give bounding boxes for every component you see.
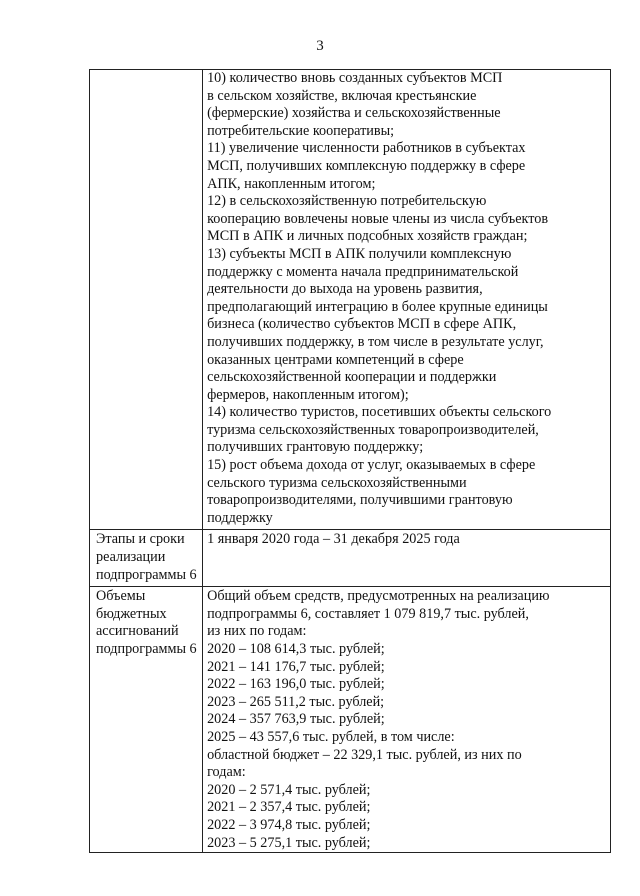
subprogram-passport-table (89, 69, 611, 853)
text-line: 2024 – 357 763,9 тыс. рублей; (207, 711, 385, 728)
text-line: подпрограммы 6 (96, 641, 197, 657)
text-line: предполагающий интеграцию в более крупные единицы (207, 298, 548, 315)
text-line: 14) количество туристов, посетивших объекты сельского (207, 404, 552, 421)
funding-content-cell (203, 587, 611, 853)
funding-label-cell (90, 587, 203, 853)
period-label-cell (90, 530, 203, 587)
text-line: 15) рост объема дохода от услуг, оказываемых в сфере (207, 457, 536, 474)
text-line: 2022 – 163 196,0 тыс. рублей; (207, 676, 385, 693)
period-content-cell (203, 530, 611, 587)
text-line: деятельности до выхода на уровень развития, (207, 281, 483, 298)
text-line: 2022 – 3 974,8 тыс. рублей; (207, 816, 371, 833)
text-line: Общий объем средств, предусмотренных на реализацию (207, 588, 550, 605)
text-line: МСП в АПК и личных подсобных хозяйств граждан; (207, 228, 528, 245)
text-line: товаропроизводителями, получившими грантовую (207, 492, 513, 509)
text-line: областной бюджет – 22 329,1 тыс. рублей, из них по (207, 746, 522, 763)
table-row-funding (90, 587, 611, 853)
text-line: годам: (207, 764, 246, 781)
text-line: 2020 – 2 571,4 тыс. рублей; (207, 781, 371, 798)
text-line: 2023 – 5 275,1 тыс. рублей; (207, 834, 371, 851)
text-line: 2020 – 108 614,3 тыс. рублей; (207, 641, 385, 657)
text-line: ассигнований (96, 623, 179, 640)
text-line: из них по годам: (207, 623, 307, 640)
text-line: кооперацию вовлечены новые члены из числа субъектов (207, 210, 549, 227)
text-line: бизнеса (количество субъектов МСП в сфере АПК, (207, 316, 517, 333)
text-line: сельскохозяйственной кооперации и поддержки (207, 369, 497, 386)
text-line: (фермерские) хозяйства и сельскохозяйственные (207, 105, 501, 122)
text-line: Объемы (96, 588, 146, 605)
table-row-period (90, 530, 611, 587)
text-line: оказанных центрами компетенций в сфере (207, 351, 464, 368)
text-line: в сельском хозяйстве, включая крестьянские (207, 87, 477, 104)
indicators-label-cell (90, 70, 203, 530)
text-line: 2021 – 141 176,7 тыс. рублей; (207, 658, 385, 675)
indicators-content-cell (203, 70, 611, 530)
text-line: АПК, накопленным итогом; (207, 175, 376, 192)
text-line: подпрограммы 6 (96, 566, 197, 583)
text-line: сельского туризма сельскохозяйственными (207, 474, 467, 491)
text-line: 13) субъекты МСП в АПК получили комплексную (207, 245, 512, 262)
text-line: получивших поддержку, в том числе в результате услуг, (207, 333, 544, 350)
text-line: туризма сельскохозяйственных товаропроизводителей, (207, 421, 539, 438)
text-line: Этапы и сроки (96, 531, 185, 548)
text-line: 12) в сельскохозяйственную потребительскую (207, 193, 487, 210)
text-line: 2025 – 43 557,6 тыс. рублей, в том числе: (207, 728, 455, 745)
text-line: получивших грантовую поддержку; (207, 439, 424, 456)
text-line: 10) количество вновь созданных субъектов МСП (207, 70, 503, 86)
text-line: 2021 – 2 357,4 тыс. рублей; (207, 799, 371, 816)
text-line: поддержку с момента начала предпринимательской (207, 263, 519, 280)
text-line: 2023 – 265 511,2 тыс. рублей; (207, 693, 385, 710)
text-line: МСП, получивших комплексную поддержку в сфере (207, 157, 526, 174)
text-line: 11) увеличение численности работников в субъектах (207, 140, 526, 157)
text-line: 1 января 2020 года – 31 декабря 2025 года (207, 531, 460, 548)
text-line: фермеров, накопленным итогом); (207, 386, 409, 403)
text-line: бюджетных (96, 605, 167, 622)
page-number: 3 (316, 38, 324, 54)
text-line: поддержку (207, 509, 273, 526)
text-line: потребительские кооперативы; (207, 122, 395, 139)
text-line: подпрограммы 6, составляет 1 079 819,7 тыс. рублей, (207, 605, 529, 622)
text-line: реализации (96, 549, 166, 566)
table-row-indicators (90, 70, 611, 530)
